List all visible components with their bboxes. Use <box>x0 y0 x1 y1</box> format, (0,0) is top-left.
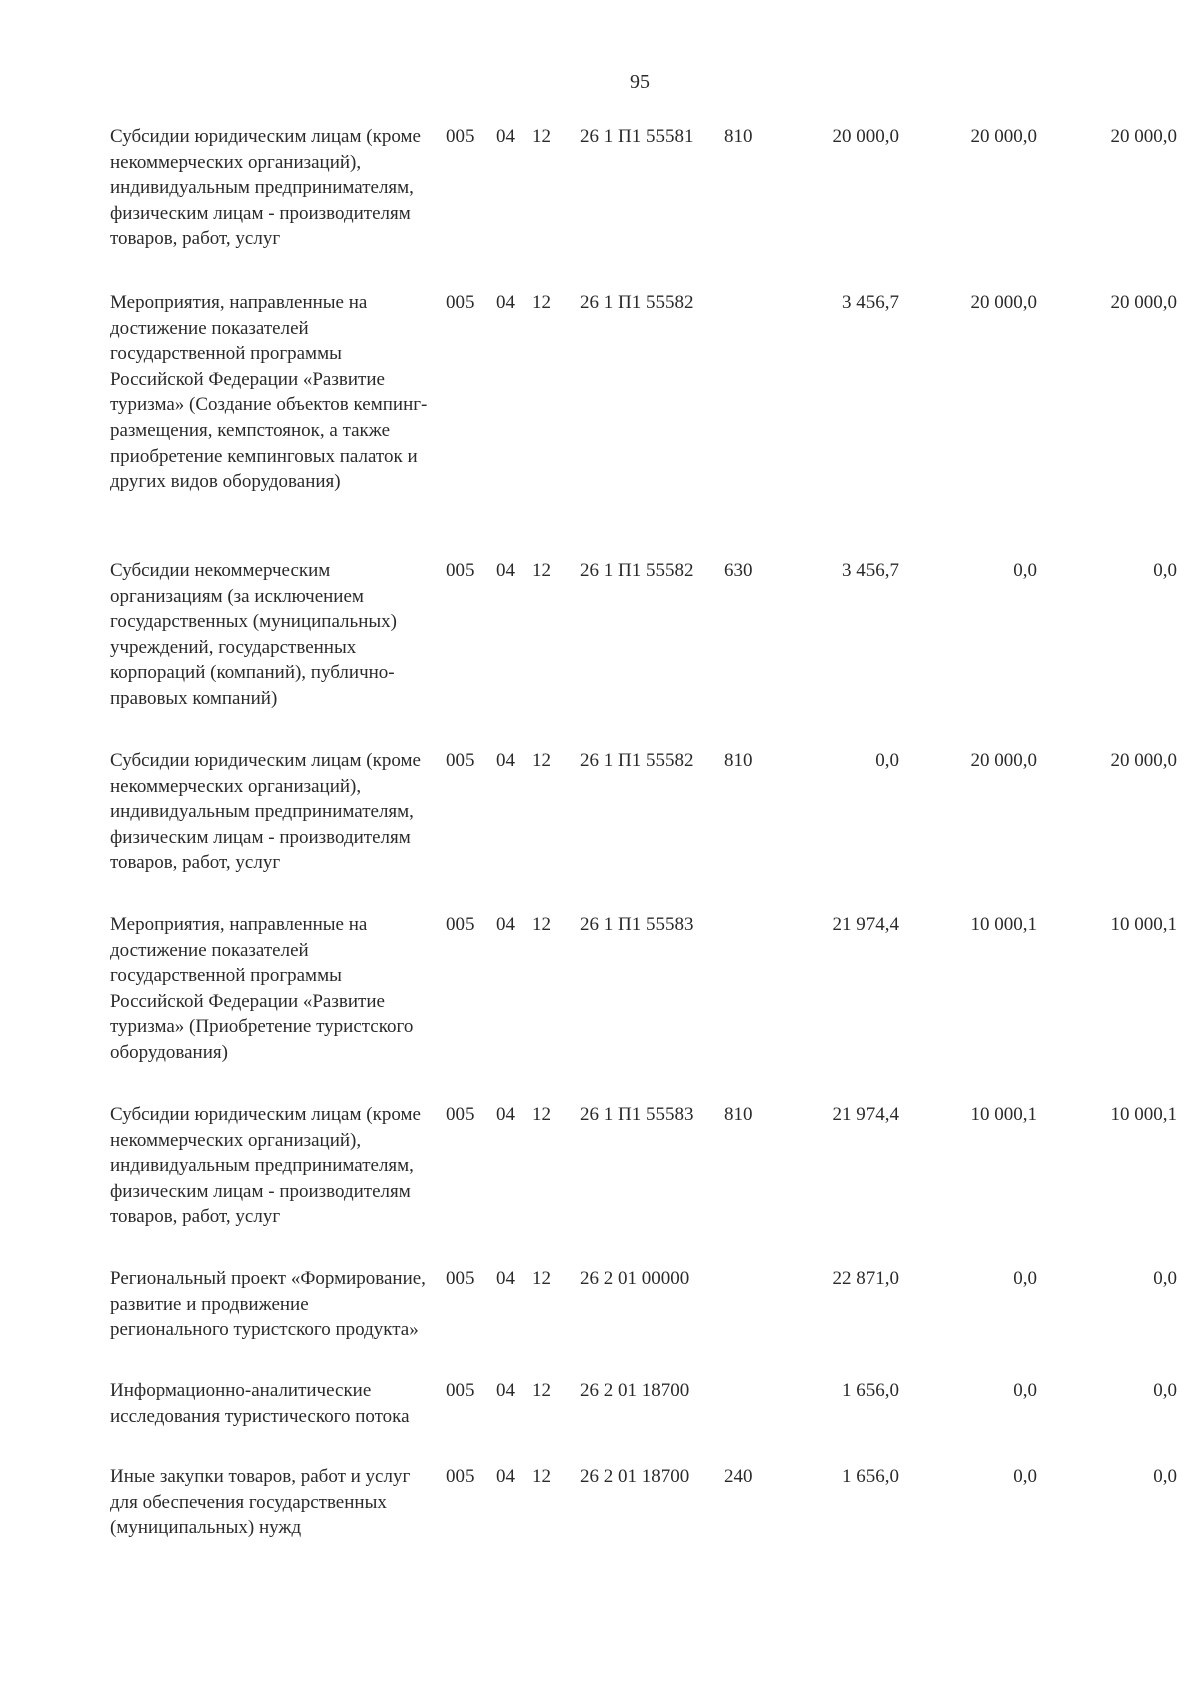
amount-year-1: 3 456,7 <box>842 560 899 581</box>
expense-type-code: 810 <box>724 1104 753 1125</box>
amount-year-3: 20 000,0 <box>1110 126 1177 147</box>
expense-type-code: 240 <box>724 1466 753 1487</box>
amount-year-2: 10 000,1 <box>970 1104 1037 1125</box>
subsection-code: 12 <box>532 1380 551 1401</box>
ved-code: 005 <box>446 1466 475 1487</box>
ved-code: 005 <box>446 914 475 935</box>
row-description: Мероприятия, направленные на достижение показателей государственной программы Российской Федерации «Развитие туризма» (Создание объектов кемпинг-размещения, кемпстоянок, а также приобретение кемпинговых палаток и других видов оборудования) <box>110 292 428 493</box>
section-code: 04 <box>496 750 515 771</box>
amount-year-2: 20 000,0 <box>970 750 1037 771</box>
section-code: 04 <box>496 1268 515 1289</box>
ved-code: 005 <box>446 1268 475 1289</box>
amount-year-1: 21 974,4 <box>832 914 899 935</box>
amount-year-1: 1 656,0 <box>842 1466 899 1487</box>
section-code: 04 <box>496 1104 515 1125</box>
page-number: 95 <box>630 71 650 93</box>
amount-year-2: 0,0 <box>1013 560 1037 581</box>
amount-year-3: 20 000,0 <box>1110 292 1177 313</box>
row-description: Региональный проект «Формирование, развитие и продвижение регионального туристского продукта» <box>110 1268 426 1341</box>
section-code: 04 <box>496 914 515 935</box>
amount-year-3: 0,0 <box>1153 560 1177 581</box>
amount-year-3: 20 000,0 <box>1110 750 1177 771</box>
expense-type-code: 810 <box>724 750 753 771</box>
amount-year-1: 22 871,0 <box>832 1268 899 1289</box>
target-article-code: 26 1 П1 55582 <box>580 560 694 581</box>
subsection-code: 12 <box>532 914 551 935</box>
subsection-code: 12 <box>532 750 551 771</box>
amount-year-3: 0,0 <box>1153 1466 1177 1487</box>
row-description: Субсидии юридическим лицам (кроме некоммерческих организаций), индивидуальным предпринимателям, физическим лицам - производителям товаров, работ, услуг <box>110 750 421 874</box>
row-description: Субсидии юридическим лицам (кроме некоммерческих организаций), индивидуальным предпринимателям, физическим лицам - производителям товаров, работ, услуг <box>110 1104 421 1228</box>
amount-year-2: 0,0 <box>1013 1268 1037 1289</box>
subsection-code: 12 <box>532 560 551 581</box>
amount-year-2: 20 000,0 <box>970 126 1037 147</box>
section-code: 04 <box>496 1466 515 1487</box>
section-code: 04 <box>496 292 515 313</box>
ved-code: 005 <box>446 1380 475 1401</box>
ved-code: 005 <box>446 1104 475 1125</box>
amount-year-3: 0,0 <box>1153 1380 1177 1401</box>
row-description: Иные закупки товаров, работ и услуг для обеспечения государственных (муниципальных) нужд <box>110 1466 411 1539</box>
expense-type-code: 630 <box>724 560 753 581</box>
amount-year-3: 10 000,1 <box>1110 914 1177 935</box>
amount-year-2: 20 000,0 <box>970 292 1037 313</box>
section-code: 04 <box>496 560 515 581</box>
amount-year-2: 0,0 <box>1013 1380 1037 1401</box>
section-code: 04 <box>496 1380 515 1401</box>
expense-type-code: 810 <box>724 126 753 147</box>
amount-year-2: 0,0 <box>1013 1466 1037 1487</box>
row-description: Информационно-аналитические исследования туристического потока <box>110 1380 410 1427</box>
amount-year-1: 1 656,0 <box>842 1380 899 1401</box>
amount-year-3: 10 000,1 <box>1110 1104 1177 1125</box>
row-description: Субсидии юридическим лицам (кроме некоммерческих организаций), индивидуальным предпринимателям, физическим лицам - производителям товаров, работ, услуг <box>110 126 421 250</box>
subsection-code: 12 <box>532 1466 551 1487</box>
row-description: Мероприятия, направленные на достижение показателей государственной программы Российской Федерации «Развитие туризма» (Приобретение туристского оборудования) <box>110 914 414 1063</box>
amount-year-3: 0,0 <box>1153 1268 1177 1289</box>
ved-code: 005 <box>446 292 475 313</box>
target-article-code: 26 2 01 18700 <box>580 1380 690 1401</box>
amount-year-2: 10 000,1 <box>970 914 1037 935</box>
subsection-code: 12 <box>532 1268 551 1289</box>
ved-code: 005 <box>446 750 475 771</box>
ved-code: 005 <box>446 560 475 581</box>
amount-year-1: 20 000,0 <box>832 126 899 147</box>
amount-year-1: 21 974,4 <box>832 1104 899 1125</box>
amount-year-1: 3 456,7 <box>842 292 899 313</box>
target-article-code: 26 1 П1 55583 <box>580 1104 694 1125</box>
target-article-code: 26 1 П1 55582 <box>580 750 694 771</box>
section-code: 04 <box>496 126 515 147</box>
ved-code: 005 <box>446 126 475 147</box>
target-article-code: 26 2 01 00000 <box>580 1268 690 1289</box>
row-description: Субсидии некоммерческим организациям (за исключением государственных (муниципальных) учреждений, государственных корпораций (компаний), публично-правовых компаний) <box>110 560 397 709</box>
subsection-code: 12 <box>532 1104 551 1125</box>
target-article-code: 26 1 П1 55581 <box>580 126 694 147</box>
subsection-code: 12 <box>532 292 551 313</box>
subsection-code: 12 <box>532 126 551 147</box>
target-article-code: 26 2 01 18700 <box>580 1466 690 1487</box>
target-article-code: 26 1 П1 55583 <box>580 914 694 935</box>
target-article-code: 26 1 П1 55582 <box>580 292 694 313</box>
amount-year-1: 0,0 <box>875 750 899 771</box>
